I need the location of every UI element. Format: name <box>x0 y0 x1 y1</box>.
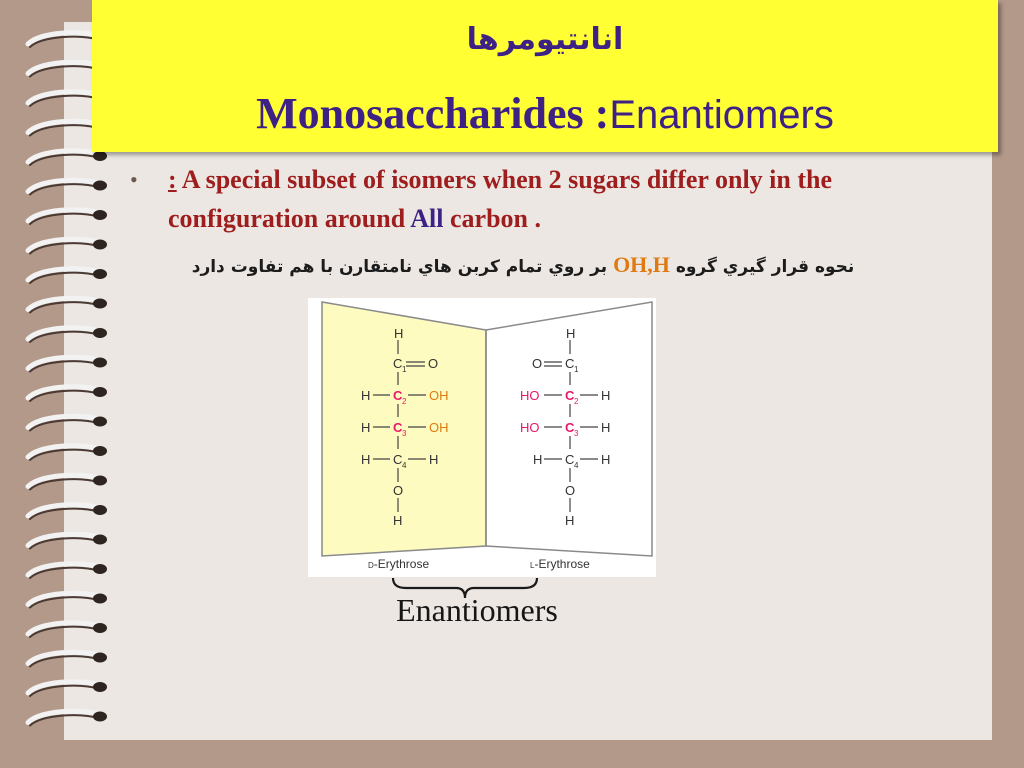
enantiomers-caption: Enantiomers <box>396 592 558 628</box>
d-c4-sub: 4 <box>402 461 407 470</box>
d-h-top: H <box>394 326 404 341</box>
spiral-hole <box>93 682 107 692</box>
d-c2-sub: 2 <box>402 397 407 406</box>
spiral-hole <box>93 564 107 574</box>
l-c2-sub: 2 <box>574 397 579 406</box>
d-o-bottom: O <box>393 483 404 498</box>
l-ho-c3: HO <box>520 420 540 435</box>
l-c4-sub: 4 <box>574 461 579 470</box>
spiral-hole <box>93 505 107 515</box>
spiral-hole <box>93 594 107 604</box>
right-label: L-Erythrose <box>530 557 590 571</box>
bullet-colon: : <box>168 165 177 194</box>
persian-oh-h: OH,H <box>613 252 670 277</box>
l-c1: C <box>565 356 575 371</box>
l-o-aldehyde: O <box>532 356 543 371</box>
d-oh-c2: OH <box>429 388 449 403</box>
title-colon: : <box>594 89 610 138</box>
spiral-hole <box>93 240 107 250</box>
bullet-item <box>130 160 970 238</box>
title-box <box>92 0 998 152</box>
title-persian: انانتیومرها <box>466 22 624 57</box>
erythrose-figure <box>308 298 656 577</box>
l-c3-sub: 3 <box>574 429 579 438</box>
bullet-text-part1: A special subset of isomers when 2 sugars differ only in the configuration around <box>168 165 833 233</box>
d-h-c3: H <box>361 420 371 435</box>
spiral-hole <box>93 299 107 309</box>
spiral-hole <box>93 387 107 397</box>
l-ho-c2: HO <box>520 388 540 403</box>
l-h-bottom: H <box>565 513 575 528</box>
l-h-c4-left: H <box>533 452 543 467</box>
d-c1: C <box>393 356 403 371</box>
d-h-bottom: H <box>393 513 403 528</box>
persian-after: بر روي تمام كربن هاي نامتقارن با هم تفاوت دارد <box>191 257 608 277</box>
spiral-hole <box>93 358 107 368</box>
l-h-c3: H <box>601 420 611 435</box>
spiral-hole <box>93 535 107 545</box>
l-h-c4-right: H <box>601 452 611 467</box>
spiral-hole <box>93 712 107 722</box>
erythrose-diagram <box>308 298 656 577</box>
d-h-c4-right: H <box>429 452 439 467</box>
d-h-c4-left: H <box>361 452 371 467</box>
spiral-hole <box>93 328 107 338</box>
d-h-c2: H <box>361 388 371 403</box>
l-c4: C <box>565 452 575 467</box>
bullet-text <box>130 160 970 238</box>
spiral-hole <box>93 476 107 486</box>
d-c4: C <box>393 452 403 467</box>
d-c3: C <box>393 420 403 435</box>
persian-description <box>130 252 916 278</box>
l-c1-sub: 1 <box>574 365 579 374</box>
left-label: D-Erythrose <box>368 557 430 571</box>
d-c2: C <box>393 388 403 403</box>
l-h-top: H <box>566 326 576 341</box>
spiral-hole <box>93 446 107 456</box>
bullet-dot: • <box>130 167 138 192</box>
l-h-c2: H <box>601 388 611 403</box>
spiral-hole <box>93 653 107 663</box>
l-c2: C <box>565 388 575 403</box>
spiral-hole <box>93 269 107 279</box>
bullet-text-part2: carbon . <box>443 204 541 233</box>
d-c1-sub: 1 <box>402 365 407 374</box>
spiral-hole <box>93 623 107 633</box>
l-o-bottom: O <box>565 483 576 498</box>
title-monosaccharides: Monosaccharides <box>256 89 584 138</box>
d-o-aldehyde: O <box>428 356 439 371</box>
d-oh-c3: OH <box>429 420 449 435</box>
l-c3: C <box>565 420 575 435</box>
spiral-hole <box>93 181 107 191</box>
spiral-hole <box>93 151 107 161</box>
title-enantiomers: Enantiomers <box>609 93 834 137</box>
spiral-hole <box>93 210 107 220</box>
bullet-highlight-all: All <box>410 204 444 233</box>
d-c3-sub: 3 <box>402 429 407 438</box>
spiral-hole <box>93 417 107 427</box>
title-english <box>92 88 998 139</box>
persian-before: نحوه قرار گيري گروه <box>675 257 855 277</box>
